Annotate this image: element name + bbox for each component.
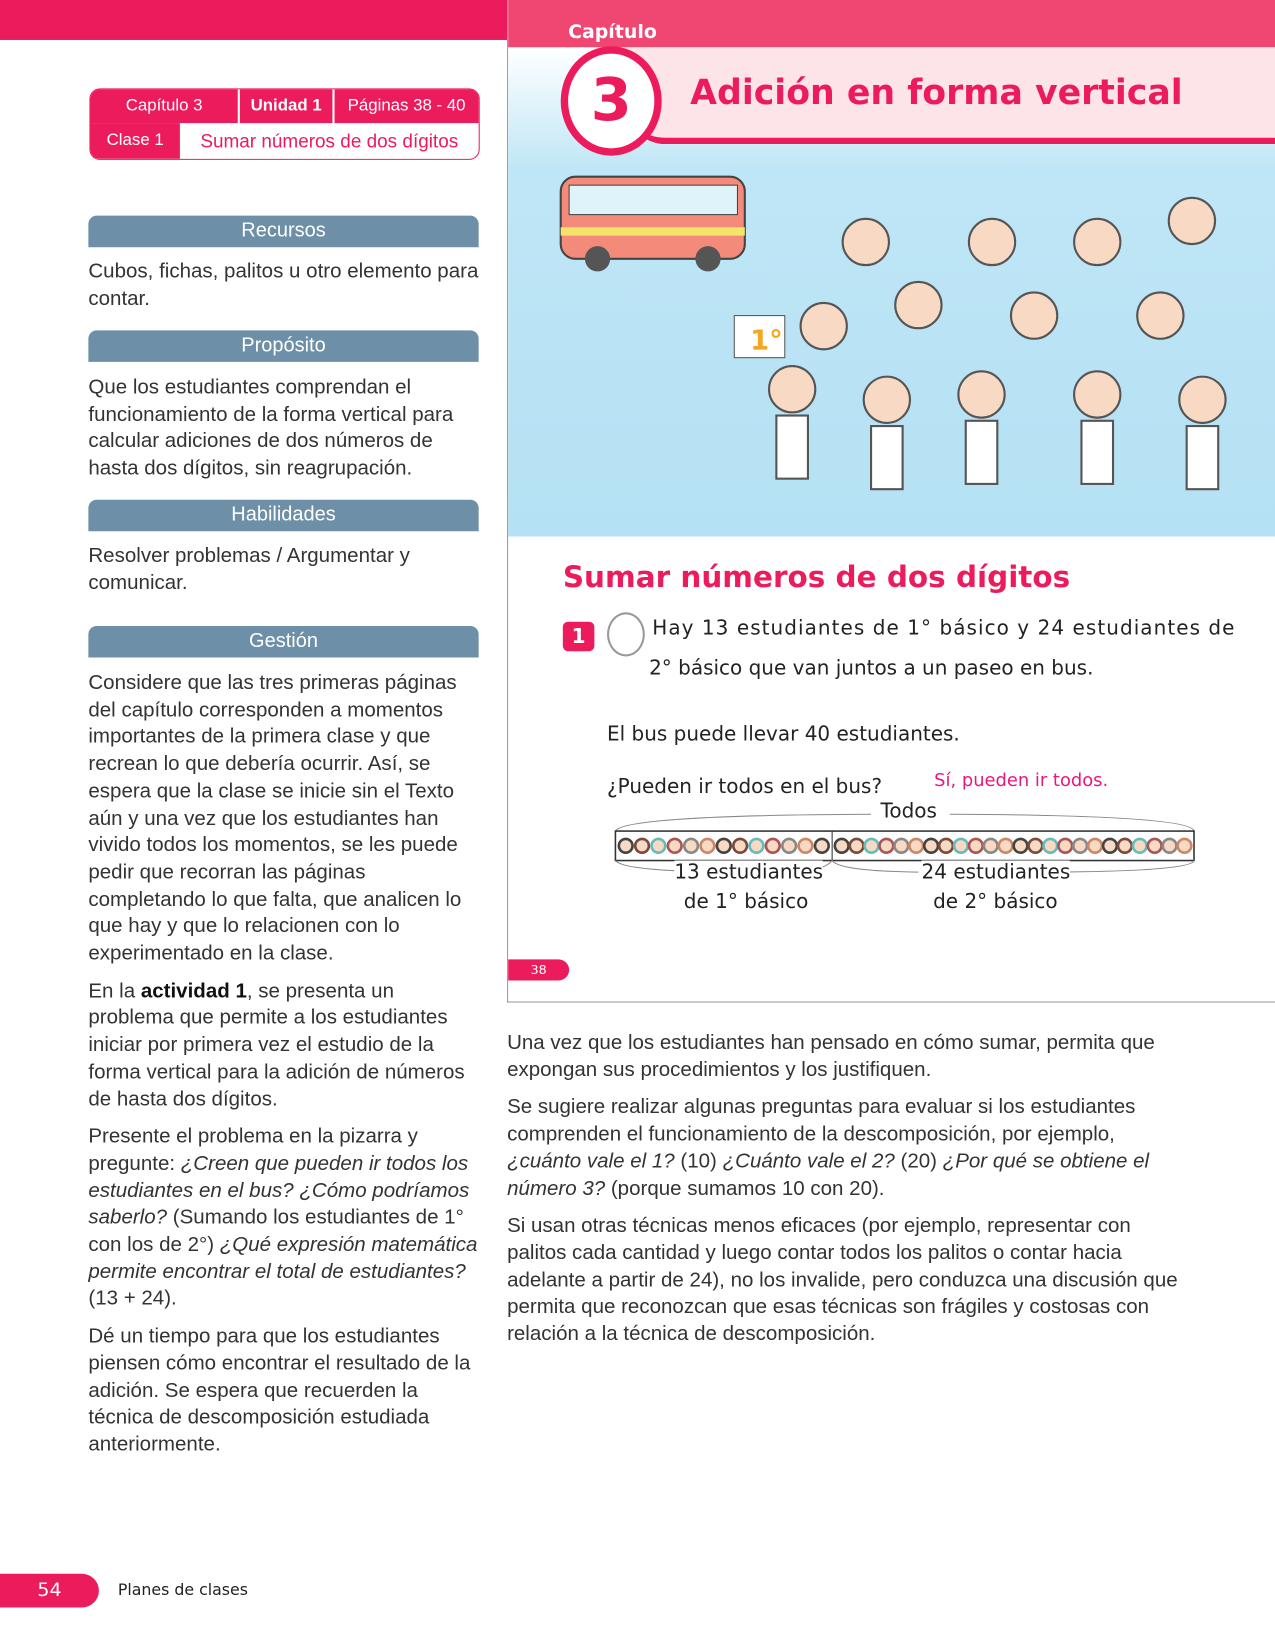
paragraph: Dé un tiempo para que los estudiantes piensen cómo encontrar el resultado de la adición. Se espera que recuerden la técnica de descomposición estudiada anteriormente.: [88, 1324, 471, 1456]
student-head-icon: [894, 839, 908, 853]
problem-line-1: Hay 13 estudiantes de 1° básico y 24 estudiantes de: [652, 616, 1236, 640]
section-gestion: Gestión: [88, 626, 478, 658]
student-head-icon: [766, 839, 780, 853]
student-head-icon: [999, 839, 1013, 853]
group2-label-2: de 2° básico: [933, 889, 1058, 914]
student-head-icon: [668, 839, 682, 853]
student-head-icon: [835, 839, 849, 853]
paragraph: Una vez que los estudiantes han pensado en cómo sumar, permita que expongan sus procedimientos y los justifiquen.: [507, 1030, 1155, 1082]
student-head-icon: [619, 839, 633, 853]
student-head-icon: [1148, 839, 1162, 853]
student-head-icon: [865, 839, 879, 853]
student-head-icon: [880, 839, 894, 853]
group1-label-2: de 1° básico: [683, 889, 809, 914]
bus-icon: [561, 177, 745, 272]
group1-label-1: 13 estudiantes: [674, 860, 824, 884]
class-title: Sumar números de dos dígitos: [200, 129, 459, 151]
unit-cell: Unidad 1: [240, 89, 335, 123]
student-head-icon: [635, 839, 649, 853]
right-text: [507, 1030, 1180, 1359]
student-head-icon: [1058, 839, 1072, 853]
students-group: [769, 198, 1226, 489]
student-head-icon: [750, 839, 764, 853]
student-head-icon: [684, 839, 698, 853]
pages-cell: Páginas 38 - 40: [347, 96, 466, 115]
lesson-title: Sumar números de dos dígitos: [562, 559, 1071, 595]
class-cell: Clase 1: [90, 123, 179, 159]
chapter-cell: Capítulo 3: [90, 89, 239, 123]
chapter-title: Adición en forma vertical: [690, 71, 1183, 113]
student-head-icon: [1014, 839, 1028, 853]
habilidades-text: Resolver problemas / Argumentar y comunicar.: [88, 543, 410, 595]
student-head-icon: [1029, 839, 1043, 853]
student-head-icon: [954, 839, 968, 853]
student-head-icon: [1043, 839, 1057, 853]
chapter-label: Capítulo: [568, 21, 657, 44]
student-head-icon: [984, 839, 998, 853]
student-head-icon: [717, 839, 731, 853]
student-head-icon: [1163, 839, 1177, 853]
section-proposito: Propósito: [88, 330, 478, 362]
student-head-icon: [939, 839, 953, 853]
activity-number: 1: [563, 622, 595, 651]
proposito-text: Que los estudiantes comprendan el funcionamiento de la forma vertical para calcular adiciones de dos números de hasta dos dígitos, sin reagrupación.: [88, 375, 454, 480]
paragraph: Si usan otras técnicas menos eficaces (por ejemplo, representar con palitos cada cantidad y luego contar todos los palitos o contar hacia adelante a partir de 24), no los invalide, pero conduzca una discusión que permita que reconozcan que esas técnicas son frágiles y costosas con relación a la técnica de descomposición.: [507, 1214, 1178, 1346]
section-habilidades: Habilidades: [88, 500, 478, 532]
student-head-icon: [815, 839, 829, 853]
student-head-icon: [701, 839, 715, 853]
student-head-icon: [924, 839, 938, 853]
paragraph: Considere que las tres primeras páginas del capítulo corresponden a momentos importantes de la primera clase y que recrean lo que debería ocurrir. Así, se espera que la clase se inicie sin el Texto aún y una vez que los estudiantes han vivido todos los momentos, se les puede pedir que recorran las páginas completando lo que falta, que analicen lo que hay y que lo relacionen con lo experimentado en la clase.: [88, 671, 462, 965]
group-icon: [607, 612, 645, 656]
answer-text: Sí, pueden ir todos.: [934, 770, 1109, 792]
student-head-icon: [1103, 839, 1117, 853]
student-head-icon: [1118, 839, 1132, 853]
student-head-icon: [1088, 839, 1102, 853]
total-label: Todos: [874, 800, 943, 823]
student-head-icon: [782, 839, 796, 853]
student-head-icon: [652, 839, 666, 853]
paragraph: Se sugiere realizar algunas preguntas para evaluar si los estudiantes comprenden el funcionamiento de la descomposición, por ejemplo, ¿cuánto vale el 1? (10) ¿Cuánto vale el 2? (20) ¿Por qué se obtiene el número 3? (porque sumamos 10 con 20).: [507, 1095, 1150, 1200]
student-head-icon: [850, 839, 864, 853]
chapter-number: 3: [561, 46, 662, 155]
student-head-icon: [909, 839, 923, 853]
textbook-page: [507, 0, 1275, 1003]
class-header: [89, 88, 479, 160]
flag-label: 1°: [750, 325, 783, 357]
group2-label-1: 24 estudiantes: [921, 860, 1071, 884]
students-bus-illustration: [550, 168, 1275, 526]
problem-line-2: 2° básico que van juntos a un paseo en bus.: [649, 656, 1094, 680]
capacity-text: El bus puede llevar 40 estudiantes.: [607, 722, 960, 746]
student-head-icon: [1073, 839, 1087, 853]
footer-page-number: 54: [0, 1574, 99, 1608]
student-head-icon: [969, 839, 983, 853]
footer-label: Planes de clases: [117, 1580, 248, 1600]
gestion-text: [88, 670, 483, 1469]
student-head-icon: [1133, 839, 1147, 853]
student-head-icon: [799, 839, 813, 853]
question-text: ¿Pueden ir todos en el bus?: [607, 775, 883, 799]
book-page-number: 38: [508, 959, 569, 980]
paragraph: En la actividad 1, se presenta un problema que permite a los estudiantes iniciar por primera vez el estudio de la forma vertical para la adición de números de hasta dos dígitos.: [88, 979, 465, 1111]
paragraph: Presente el problema en la pizarra y pregunte: ¿Creen que pueden ir todos los estudiantes en el bus? ¿Cómo podríamos saberlo? (Sumando los estudiantes de 1° con los de 2°) ¿Qué expresión matemática permite encontrar el total de estudiantes? (13 + 24).: [88, 1124, 478, 1311]
student-head-icon: [1178, 839, 1192, 853]
top-bar: [0, 0, 507, 40]
student-head-icon: [733, 839, 747, 853]
recursos-text: Cubos, fichas, palitos u otro elemento para contar.: [88, 259, 479, 311]
section-recursos: Recursos: [88, 216, 478, 248]
